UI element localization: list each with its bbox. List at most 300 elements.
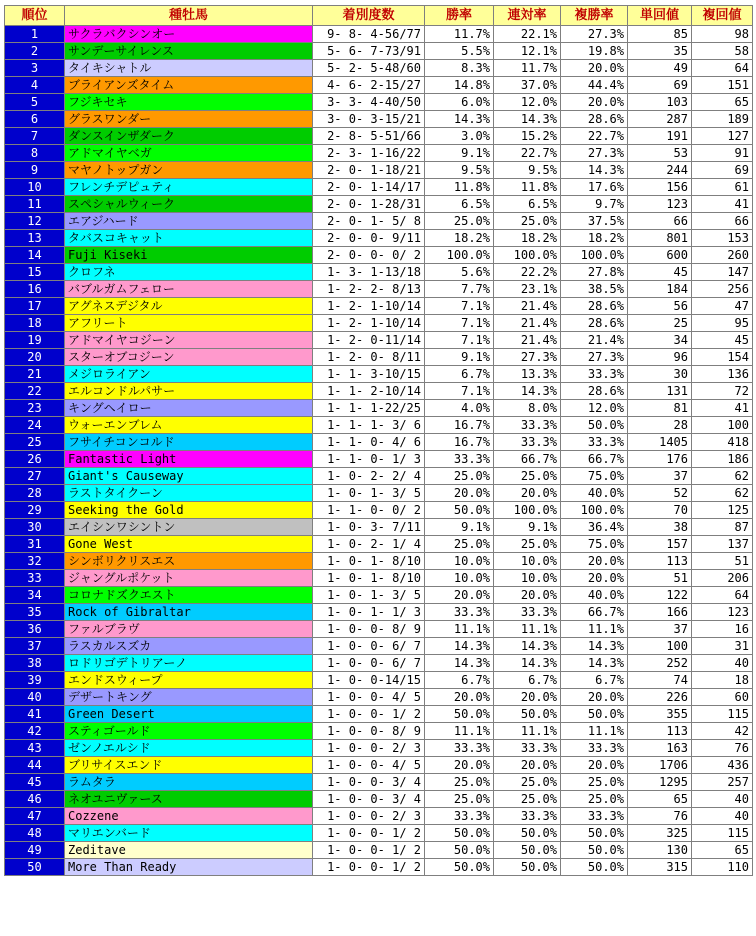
- win-rate-cell: 50.0%: [425, 842, 494, 859]
- sire-name-cell: Cozzene: [65, 808, 313, 825]
- show-rate-cell: 20.0%: [561, 757, 628, 774]
- show-return-cell: 76: [692, 740, 753, 757]
- rank-cell: 39: [5, 672, 65, 689]
- rank-cell: 25: [5, 434, 65, 451]
- win-rate-cell: 4.0%: [425, 400, 494, 417]
- show-rate-cell: 22.7%: [561, 128, 628, 145]
- table-row: [5, 332, 753, 349]
- win-rate-cell: 11.7%: [425, 26, 494, 43]
- sire-name-cell: スティゴールド: [65, 723, 313, 740]
- rank-cell: 11: [5, 196, 65, 213]
- place-rate-cell: 25.0%: [494, 468, 561, 485]
- win-return-cell: 801: [628, 230, 692, 247]
- place-rate-cell: 22.2%: [494, 264, 561, 281]
- sire-name-cell: デザートキング: [65, 689, 313, 706]
- table-row: [5, 621, 753, 638]
- show-return-cell: 115: [692, 825, 753, 842]
- place-rate-cell: 10.0%: [494, 570, 561, 587]
- show-rate-cell: 40.0%: [561, 587, 628, 604]
- win-rate-cell: 14.3%: [425, 655, 494, 672]
- table-row: [5, 111, 753, 128]
- win-rate-cell: 14.3%: [425, 111, 494, 128]
- show-rate-cell: 14.3%: [561, 655, 628, 672]
- win-rate-cell: 25.0%: [425, 774, 494, 791]
- record-cell: 2- 0- 1- 5/ 8: [313, 213, 425, 230]
- show-return-cell: 110: [692, 859, 753, 876]
- sire-name-cell: スペシャルウィーク: [65, 196, 313, 213]
- place-rate-cell: 27.3%: [494, 349, 561, 366]
- show-rate-cell: 20.0%: [561, 553, 628, 570]
- table-row: [5, 655, 753, 672]
- win-rate-cell: 20.0%: [425, 757, 494, 774]
- sire-name-cell: エイシンワシントン: [65, 519, 313, 536]
- win-rate-cell: 33.3%: [425, 604, 494, 621]
- show-return-cell: 115: [692, 706, 753, 723]
- win-return-cell: 81: [628, 400, 692, 417]
- win-rate-cell: 6.0%: [425, 94, 494, 111]
- table-row: [5, 60, 753, 77]
- win-rate-cell: 50.0%: [425, 825, 494, 842]
- show-rate-cell: 75.0%: [561, 468, 628, 485]
- win-return-cell: 166: [628, 604, 692, 621]
- show-return-cell: 147: [692, 264, 753, 281]
- sire-name-cell: サクラバクシンオー: [65, 26, 313, 43]
- sire-name-cell: ジャングルポケット: [65, 570, 313, 587]
- show-return-cell: 186: [692, 451, 753, 468]
- win-rate-cell: 7.1%: [425, 383, 494, 400]
- rank-cell: 36: [5, 621, 65, 638]
- show-rate-cell: 50.0%: [561, 842, 628, 859]
- rank-cell: 49: [5, 842, 65, 859]
- record-cell: 1- 0- 0- 3/ 4: [313, 774, 425, 791]
- rank-cell: 43: [5, 740, 65, 757]
- win-rate-cell: 10.0%: [425, 553, 494, 570]
- place-rate-cell: 11.7%: [494, 60, 561, 77]
- header-show-return: 複回値: [692, 6, 753, 26]
- win-return-cell: 52: [628, 485, 692, 502]
- win-return-cell: 130: [628, 842, 692, 859]
- table-row: [5, 281, 753, 298]
- table-row: [5, 587, 753, 604]
- rank-cell: 46: [5, 791, 65, 808]
- table-row: [5, 162, 753, 179]
- show-return-cell: 42: [692, 723, 753, 740]
- win-rate-cell: 3.0%: [425, 128, 494, 145]
- show-return-cell: 40: [692, 808, 753, 825]
- show-return-cell: 418: [692, 434, 753, 451]
- show-rate-cell: 36.4%: [561, 519, 628, 536]
- show-return-cell: 41: [692, 400, 753, 417]
- rank-cell: 24: [5, 417, 65, 434]
- table-row: [5, 706, 753, 723]
- record-cell: 1- 0- 0-14/15: [313, 672, 425, 689]
- win-return-cell: 51: [628, 570, 692, 587]
- win-return-cell: 74: [628, 672, 692, 689]
- table-row: [5, 723, 753, 740]
- record-cell: 1- 2- 1-10/14: [313, 315, 425, 332]
- win-return-cell: 103: [628, 94, 692, 111]
- win-return-cell: 28: [628, 417, 692, 434]
- win-rate-cell: 20.0%: [425, 587, 494, 604]
- sire-name-cell: タイキシャトル: [65, 60, 313, 77]
- win-return-cell: 76: [628, 808, 692, 825]
- table-row: [5, 383, 753, 400]
- win-rate-cell: 50.0%: [425, 502, 494, 519]
- sire-name-cell: キングヘイロー: [65, 400, 313, 417]
- rank-cell: 18: [5, 315, 65, 332]
- sire-name-cell: アドマイヤベガ: [65, 145, 313, 162]
- record-cell: 1- 0- 0- 2/ 3: [313, 808, 425, 825]
- win-return-cell: 37: [628, 621, 692, 638]
- show-return-cell: 51: [692, 553, 753, 570]
- rank-cell: 38: [5, 655, 65, 672]
- record-cell: 2- 0- 1-28/31: [313, 196, 425, 213]
- show-rate-cell: 27.8%: [561, 264, 628, 281]
- win-rate-cell: 14.8%: [425, 77, 494, 94]
- sire-name-cell: アフリート: [65, 315, 313, 332]
- table-row: [5, 94, 753, 111]
- header-record: 着別度数: [313, 6, 425, 26]
- win-return-cell: 96: [628, 349, 692, 366]
- table-row: [5, 604, 753, 621]
- show-rate-cell: 21.4%: [561, 332, 628, 349]
- table-row: [5, 179, 753, 196]
- win-rate-cell: 14.3%: [425, 638, 494, 655]
- rank-cell: 12: [5, 213, 65, 230]
- win-rate-cell: 6.5%: [425, 196, 494, 213]
- sire-name-cell: Gone West: [65, 536, 313, 553]
- table-row: [5, 859, 753, 876]
- place-rate-cell: 100.0%: [494, 502, 561, 519]
- rank-cell: 44: [5, 757, 65, 774]
- place-rate-cell: 22.1%: [494, 26, 561, 43]
- win-return-cell: 65: [628, 791, 692, 808]
- header-row: [5, 6, 753, 26]
- record-cell: 1- 1- 0- 1/ 3: [313, 451, 425, 468]
- record-cell: 1- 2- 0-11/14: [313, 332, 425, 349]
- table-body: [5, 26, 753, 876]
- win-rate-cell: 50.0%: [425, 706, 494, 723]
- sire-name-cell: ネオユニヴァース: [65, 791, 313, 808]
- sire-name-cell: ラストタイクーン: [65, 485, 313, 502]
- record-cell: 1- 0- 0- 4/ 5: [313, 757, 425, 774]
- rank-cell: 27: [5, 468, 65, 485]
- sire-name-cell: ファルブラヴ: [65, 621, 313, 638]
- show-return-cell: 151: [692, 77, 753, 94]
- rank-cell: 7: [5, 128, 65, 145]
- win-rate-cell: 33.3%: [425, 740, 494, 757]
- place-rate-cell: 11.8%: [494, 179, 561, 196]
- show-return-cell: 72: [692, 383, 753, 400]
- record-cell: 2- 0- 0- 0/ 2: [313, 247, 425, 264]
- show-rate-cell: 100.0%: [561, 247, 628, 264]
- win-rate-cell: 11.8%: [425, 179, 494, 196]
- record-cell: 1- 0- 0- 6/ 7: [313, 655, 425, 672]
- header-win-return: 単回値: [628, 6, 692, 26]
- sire-name-cell: アドマイヤコジーン: [65, 332, 313, 349]
- rank-cell: 10: [5, 179, 65, 196]
- show-rate-cell: 11.1%: [561, 621, 628, 638]
- place-rate-cell: 25.0%: [494, 774, 561, 791]
- place-rate-cell: 33.3%: [494, 417, 561, 434]
- show-rate-cell: 27.3%: [561, 145, 628, 162]
- table-row: [5, 366, 753, 383]
- place-rate-cell: 8.0%: [494, 400, 561, 417]
- sire-name-cell: Seeking the Gold: [65, 502, 313, 519]
- show-return-cell: 31: [692, 638, 753, 655]
- show-return-cell: 61: [692, 179, 753, 196]
- show-rate-cell: 27.3%: [561, 349, 628, 366]
- win-return-cell: 600: [628, 247, 692, 264]
- record-cell: 1- 1- 3-10/15: [313, 366, 425, 383]
- place-rate-cell: 33.3%: [494, 434, 561, 451]
- show-return-cell: 65: [692, 94, 753, 111]
- sire-name-cell: マリエンバード: [65, 825, 313, 842]
- rank-cell: 23: [5, 400, 65, 417]
- win-rate-cell: 7.1%: [425, 332, 494, 349]
- sire-name-cell: ラムタラ: [65, 774, 313, 791]
- sire-name-cell: グラスワンダー: [65, 111, 313, 128]
- record-cell: 5- 2- 5-48/60: [313, 60, 425, 77]
- show-rate-cell: 25.0%: [561, 774, 628, 791]
- sire-name-cell: シンボリクリスエス: [65, 553, 313, 570]
- show-rate-cell: 6.7%: [561, 672, 628, 689]
- win-return-cell: 252: [628, 655, 692, 672]
- record-cell: 9- 8- 4-56/77: [313, 26, 425, 43]
- win-return-cell: 30: [628, 366, 692, 383]
- rank-cell: 8: [5, 145, 65, 162]
- record-cell: 2- 3- 1-16/22: [313, 145, 425, 162]
- sire-name-cell: タバスコキャット: [65, 230, 313, 247]
- sire-name-cell: Zeditave: [65, 842, 313, 859]
- record-cell: 3- 3- 4-40/50: [313, 94, 425, 111]
- win-rate-cell: 16.7%: [425, 434, 494, 451]
- place-rate-cell: 12.1%: [494, 43, 561, 60]
- table-row: [5, 128, 753, 145]
- win-rate-cell: 9.5%: [425, 162, 494, 179]
- show-rate-cell: 44.4%: [561, 77, 628, 94]
- rank-cell: 3: [5, 60, 65, 77]
- show-return-cell: 18: [692, 672, 753, 689]
- place-rate-cell: 18.2%: [494, 230, 561, 247]
- show-return-cell: 256: [692, 281, 753, 298]
- show-rate-cell: 50.0%: [561, 825, 628, 842]
- win-return-cell: 244: [628, 162, 692, 179]
- table-row: [5, 417, 753, 434]
- show-rate-cell: 27.3%: [561, 26, 628, 43]
- show-return-cell: 91: [692, 145, 753, 162]
- sire-name-cell: Giant's Causeway: [65, 468, 313, 485]
- show-rate-cell: 38.5%: [561, 281, 628, 298]
- sire-name-cell: コロナドズクエスト: [65, 587, 313, 604]
- show-rate-cell: 20.0%: [561, 60, 628, 77]
- place-rate-cell: 66.7%: [494, 451, 561, 468]
- win-return-cell: 123: [628, 196, 692, 213]
- show-return-cell: 98: [692, 26, 753, 43]
- record-cell: 2- 0- 1-18/21: [313, 162, 425, 179]
- rank-cell: 29: [5, 502, 65, 519]
- record-cell: 1- 1- 0- 4/ 6: [313, 434, 425, 451]
- sire-name-cell: ゼンノエルシド: [65, 740, 313, 757]
- win-rate-cell: 6.7%: [425, 672, 494, 689]
- win-return-cell: 122: [628, 587, 692, 604]
- rank-cell: 37: [5, 638, 65, 655]
- table-row: [5, 519, 753, 536]
- win-rate-cell: 10.0%: [425, 570, 494, 587]
- record-cell: 1- 0- 0- 3/ 4: [313, 791, 425, 808]
- rank-cell: 33: [5, 570, 65, 587]
- record-cell: 1- 0- 0- 8/ 9: [313, 723, 425, 740]
- win-rate-cell: 11.1%: [425, 723, 494, 740]
- rank-cell: 45: [5, 774, 65, 791]
- show-return-cell: 64: [692, 60, 753, 77]
- show-return-cell: 137: [692, 536, 753, 553]
- win-rate-cell: 33.3%: [425, 451, 494, 468]
- win-return-cell: 25: [628, 315, 692, 332]
- win-return-cell: 1706: [628, 757, 692, 774]
- show-rate-cell: 50.0%: [561, 417, 628, 434]
- place-rate-cell: 21.4%: [494, 315, 561, 332]
- win-rate-cell: 25.0%: [425, 213, 494, 230]
- show-rate-cell: 20.0%: [561, 570, 628, 587]
- record-cell: 1- 2- 0- 8/11: [313, 349, 425, 366]
- win-return-cell: 38: [628, 519, 692, 536]
- show-return-cell: 127: [692, 128, 753, 145]
- table-row: [5, 485, 753, 502]
- record-cell: 1- 0- 2- 2/ 4: [313, 468, 425, 485]
- show-return-cell: 64: [692, 587, 753, 604]
- table-row: [5, 638, 753, 655]
- win-rate-cell: 50.0%: [425, 859, 494, 876]
- rank-cell: 16: [5, 281, 65, 298]
- rank-cell: 17: [5, 298, 65, 315]
- sire-name-cell: メジロライアン: [65, 366, 313, 383]
- place-rate-cell: 21.4%: [494, 332, 561, 349]
- place-rate-cell: 33.3%: [494, 604, 561, 621]
- record-cell: 1- 0- 2- 1/ 4: [313, 536, 425, 553]
- show-return-cell: 189: [692, 111, 753, 128]
- show-return-cell: 40: [692, 655, 753, 672]
- record-cell: 1- 1- 1-22/25: [313, 400, 425, 417]
- place-rate-cell: 9.1%: [494, 519, 561, 536]
- table-row: [5, 315, 753, 332]
- place-rate-cell: 14.3%: [494, 383, 561, 400]
- rank-cell: 22: [5, 383, 65, 400]
- table-row: [5, 689, 753, 706]
- record-cell: 1- 0- 0- 1/ 2: [313, 706, 425, 723]
- win-return-cell: 56: [628, 298, 692, 315]
- win-rate-cell: 18.2%: [425, 230, 494, 247]
- sire-name-cell: Green Desert: [65, 706, 313, 723]
- place-rate-cell: 15.2%: [494, 128, 561, 145]
- show-return-cell: 58: [692, 43, 753, 60]
- place-rate-cell: 100.0%: [494, 247, 561, 264]
- table-row: [5, 757, 753, 774]
- sire-name-cell: Fantastic Light: [65, 451, 313, 468]
- sire-name-cell: Rock of Gibraltar: [65, 604, 313, 621]
- win-rate-cell: 7.7%: [425, 281, 494, 298]
- show-rate-cell: 37.5%: [561, 213, 628, 230]
- win-rate-cell: 33.3%: [425, 808, 494, 825]
- record-cell: 3- 0- 3-15/21: [313, 111, 425, 128]
- place-rate-cell: 50.0%: [494, 706, 561, 723]
- place-rate-cell: 33.3%: [494, 740, 561, 757]
- place-rate-cell: 14.3%: [494, 111, 561, 128]
- sire-stats-table: [4, 5, 753, 876]
- sire-name-cell: フジキセキ: [65, 94, 313, 111]
- show-return-cell: 62: [692, 468, 753, 485]
- win-return-cell: 113: [628, 723, 692, 740]
- rank-cell: 48: [5, 825, 65, 842]
- rank-cell: 20: [5, 349, 65, 366]
- win-return-cell: 287: [628, 111, 692, 128]
- sire-name-cell: バブルガムフェロー: [65, 281, 313, 298]
- record-cell: 1- 2- 1-10/14: [313, 298, 425, 315]
- win-rate-cell: 25.0%: [425, 536, 494, 553]
- show-rate-cell: 50.0%: [561, 859, 628, 876]
- win-rate-cell: 9.1%: [425, 349, 494, 366]
- table-row: [5, 553, 753, 570]
- place-rate-cell: 25.0%: [494, 536, 561, 553]
- win-rate-cell: 5.6%: [425, 264, 494, 281]
- record-cell: 1- 1- 0- 0/ 2: [313, 502, 425, 519]
- rank-cell: 34: [5, 587, 65, 604]
- rank-cell: 15: [5, 264, 65, 281]
- win-rate-cell: 25.0%: [425, 791, 494, 808]
- record-cell: 2- 8- 5-51/66: [313, 128, 425, 145]
- record-cell: 1- 0- 0- 1/ 2: [313, 825, 425, 842]
- rank-cell: 1: [5, 26, 65, 43]
- record-cell: 1- 0- 1- 3/ 5: [313, 587, 425, 604]
- table-row: [5, 230, 753, 247]
- win-rate-cell: 16.7%: [425, 417, 494, 434]
- show-rate-cell: 28.6%: [561, 383, 628, 400]
- win-return-cell: 226: [628, 689, 692, 706]
- table-row: [5, 825, 753, 842]
- sire-name-cell: フサイチコンコルド: [65, 434, 313, 451]
- place-rate-cell: 50.0%: [494, 825, 561, 842]
- sire-name-cell: ダンスインザダーク: [65, 128, 313, 145]
- table-row: [5, 264, 753, 281]
- show-return-cell: 62: [692, 485, 753, 502]
- win-rate-cell: 25.0%: [425, 468, 494, 485]
- header-sire: 種牡馬: [65, 6, 313, 26]
- show-rate-cell: 20.0%: [561, 689, 628, 706]
- sire-name-cell: ブリサイスエンド: [65, 757, 313, 774]
- place-rate-cell: 25.0%: [494, 213, 561, 230]
- place-rate-cell: 33.3%: [494, 808, 561, 825]
- header-place-rate: 連対率: [494, 6, 561, 26]
- table-row: [5, 740, 753, 757]
- show-return-cell: 153: [692, 230, 753, 247]
- rank-cell: 40: [5, 689, 65, 706]
- rank-cell: 5: [5, 94, 65, 111]
- place-rate-cell: 25.0%: [494, 791, 561, 808]
- record-cell: 1- 2- 2- 8/13: [313, 281, 425, 298]
- show-return-cell: 125: [692, 502, 753, 519]
- show-rate-cell: 28.6%: [561, 111, 628, 128]
- table-row: [5, 77, 753, 94]
- win-return-cell: 131: [628, 383, 692, 400]
- sire-name-cell: Fuji Kiseki: [65, 247, 313, 264]
- win-rate-cell: 11.1%: [425, 621, 494, 638]
- win-rate-cell: 9.1%: [425, 519, 494, 536]
- record-cell: 1- 0- 0- 6/ 7: [313, 638, 425, 655]
- place-rate-cell: 11.1%: [494, 723, 561, 740]
- show-return-cell: 60: [692, 689, 753, 706]
- win-return-cell: 1405: [628, 434, 692, 451]
- place-rate-cell: 37.0%: [494, 77, 561, 94]
